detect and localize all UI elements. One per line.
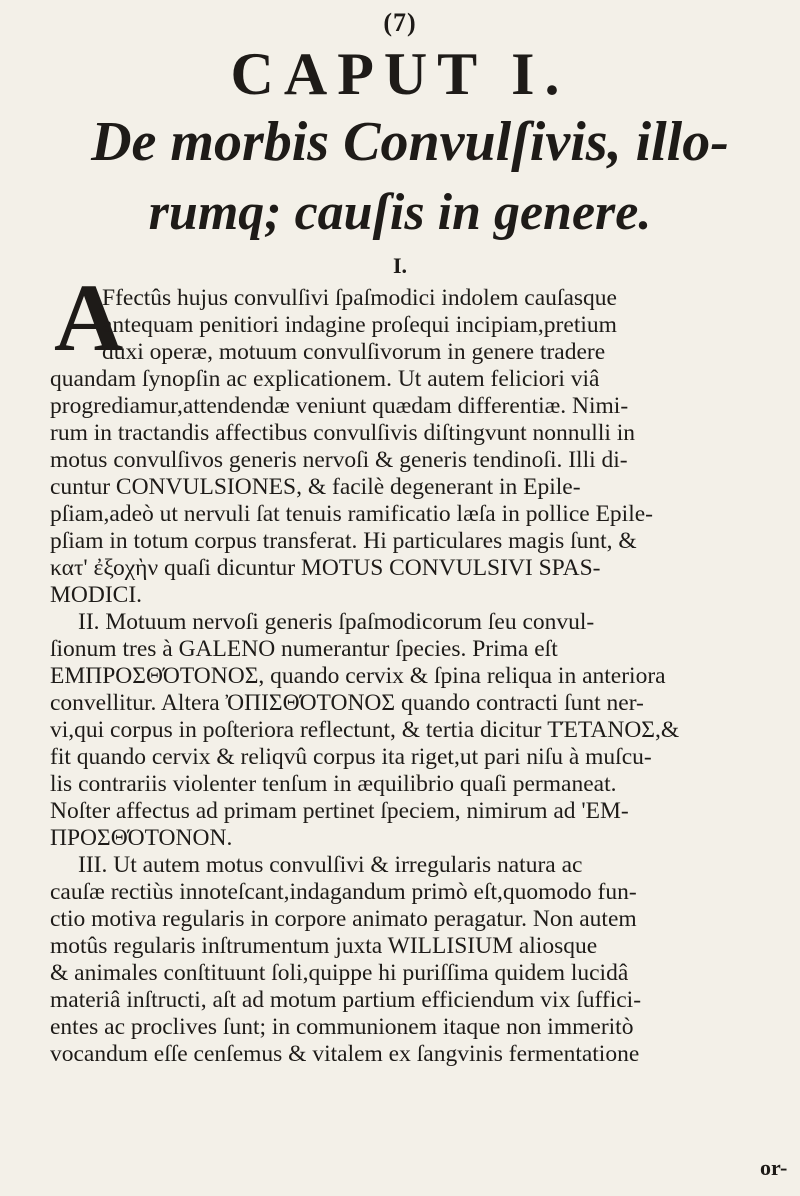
page-folio: (7) [383,8,417,37]
text-line: quandam ſynopſin ac explicationem. Ut autem feliciori viâ [50,366,600,392]
text-line: materiâ inſtructi, aſt ad motum partium efficiendum vix ſuffici- [50,987,642,1013]
text-line: progrediamur,attendendæ veniunt quædam differentiæ. Nimi- [50,393,629,419]
drop-capital: A [54,264,124,371]
text-line: fit quando cervix & reliqvû corpus ita riget,ut pari niſu à muſcu- [50,744,652,770]
text-line: MODICI. [50,582,143,608]
text-line: convellitur. Altera ὈΠΙΣΘΌΤΟΝΟΣ quando contracti ſunt ner- [50,690,644,716]
text-line: ΕΜΠΡΟΣΘΌΤΟΝΟΣ, quando cervix & ſpina reliqua in anteriora [50,663,666,689]
text-line: rum in tractandis affectibus convulſivis diſtingvunt nonnulli in [50,420,636,446]
text-line: Noſter affectus ad primam pertinet ſpeciem, nimirum ad 'ΕΜ- [50,798,629,824]
text-line: ctio motiva regularis in corpore animato peragatur. Non autem [50,906,637,932]
text-line: vi,qui corpus in poſteriora reflectunt, & tertia dicitur ΤΈΤΑΝΟΣ,& [50,717,680,743]
text-line: motus convulſivos generis nervoſi & generis tendinoſi. Illi di- [50,447,628,473]
chapter-title-line-1: De morbis Convulſivis, illo- [91,111,729,173]
text-line: vocandum eſſe cenſemus & vitalem ex ſangvinis fermentatione [50,1041,640,1067]
text-line: II. Motuum nervoſi generis ſpaſmodicorum ſeu convul- [78,609,595,635]
chapter-heading: CAPUT I. [230,41,570,107]
text-line: cauſæ rectiùs innoteſcant,indagandum primò eſt,quomodo fun- [50,879,637,905]
text-line: pſiam in totum corpus transferat. Hi particulares magis ſunt, & [50,528,637,554]
section-number: I. [392,253,408,278]
text-line: cuntur CONVULSIONES, & facilè degenerant in Epile- [50,474,581,500]
chapter-title-line-2: rumq; cauſis in genere. [148,184,652,241]
text-line: antequam penitiori indagine proſequi incipiam,pretium [102,312,617,338]
text-line: Ffectûs hujus convulſivi ſpaſmodici indolem cauſasque [102,285,617,311]
text-line: duxi operæ, motuum convulſivorum in genere tradere [102,339,606,365]
text-line: lis contrariis violenter tenſum in æquilibrio quaſi permaneat. [50,771,617,797]
text-line: ΠΡΟΣΘΌΤΟΝΟΝ. [50,825,233,851]
text-line: pſiam,adeò ut nervuli ſat tenuis ramificatio læſa in pollice Epile- [50,501,653,527]
text-line: motûs regularis inſtrumentum juxta WILLISIUM aliosque [50,933,598,959]
catchword: or- [760,1155,788,1180]
text-line: III. Ut autem motus convulſivi & irregularis natura ac [78,852,583,878]
text-line: κατ' ἐξοχὴν quaſi dicuntur MOTUS CONVULSIVI SPAS- [50,555,601,581]
text-line: entes ac proclives ſunt; in communionem itaque non immeritò [50,1014,634,1040]
text-line: ſionum tres à GALENO numerantur ſpecies. Prima eſt [50,636,558,662]
text-line: & animales conſtituunt ſoli,quippe hi puriſſima quidem lucidâ [50,960,629,986]
